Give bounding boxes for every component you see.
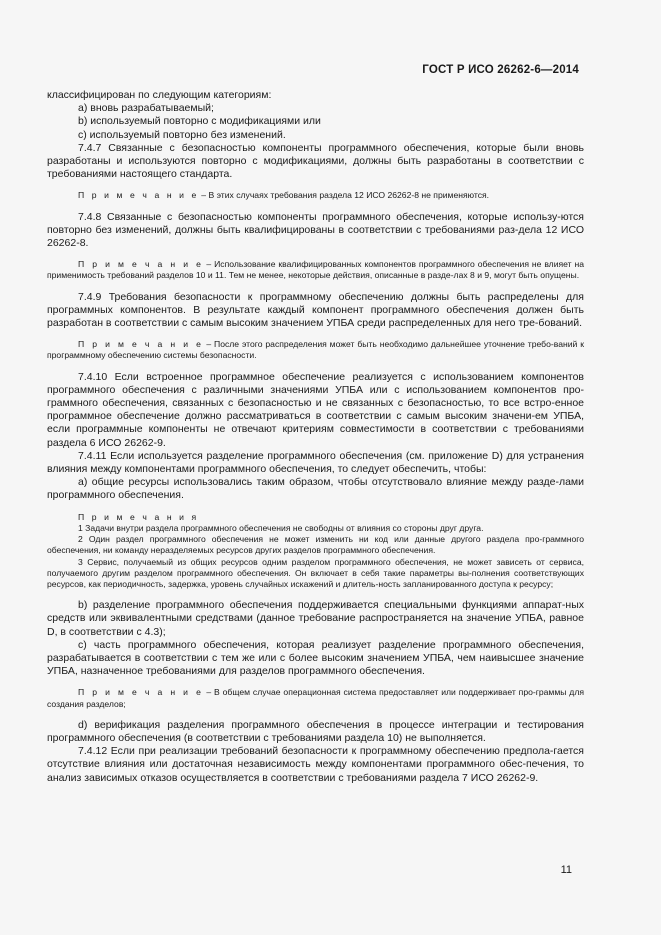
document-body — [47, 89, 584, 785]
clause-7-4-7: 7.4.7 Связанные с безопасностью компоненты программного обеспечения, которые были вновь разработаны и используются повторно с модификациями, должны быть разработаны в соответствии с требованиями настоящего стандарта. — [47, 141, 584, 181]
note-label: П р и м е ч а н и е — [78, 259, 204, 270]
list-item-b: b) разделение программного обеспечения поддерживается специальными функциями аппарат-ных средств или эквивалентными средствами (данное требование распространяется на значение УПБА, равное D, в соответствии с 4.3); — [47, 599, 584, 638]
list-item-d: d) верификация разделения программного обеспечения в процессе интеграции и тестирования программного обеспечения (в соответствии с требованиями раздела 10) не выполняется. — [47, 718, 584, 744]
note-item-3: 3 Сервис, получаемый из общих ресурсов одним разделом программного обеспечения, не может зависеть от сервиса, получаемого другим разделом программного обеспечения. Он включает в себя такие параметры вы-полнения соответствующих ресурсов, как периодичность, задержка, уровень случайных искажений и длитель-ность запланированного доступа к ресурсу; — [47, 556, 584, 589]
note-1 — [47, 190, 584, 201]
clause-7-4-12: 7.4.12 Если при реализации требований безопасности к программному обеспечению предпола-гается отсутствие влияния или достаточная независимость между компонентами программного обес-печения, то анализ зависимых отказов осуществляется в соответствии с требованиями раздела 7 ИСО 26262-9. — [47, 745, 584, 784]
clause-7-4-11: 7.4.11 Если используется разделение программного обеспечения (см. приложение D) для устранения влияния между компонентами программного обеспечения, то следует обеспечить, чтобы: — [47, 449, 584, 476]
notes-label: П р и м е ч а н и я — [78, 511, 199, 522]
note-text: – В этих случаях требования раздела 12 ИСО 26262-8 не применяются. — [198, 190, 490, 201]
note-3 — [47, 339, 584, 361]
note-text: – В общем случае операционная система предоставляет или поддерживает про-граммы для создания разделов; — [47, 687, 584, 709]
note-text: – После этого распределения может быть необходимо дальнейшее уточнение требо-ваний к программному обеспечению системы безопасности. — [47, 339, 584, 361]
clause-7-4-9: 7.4.9 Требования безопасности к программному обеспечению должны быть распределены для программных компонентов. В результате каждый компонент программного обеспечения должен быть разработан в соответствии с самым высоким значением УПБА среди распределенных для него тре-бований. — [47, 290, 584, 330]
standard-header: ГОСТ Р ИСО 26262-6—2014 — [422, 64, 579, 76]
list-item-c: c) часть программного обеспечения, которая реализует разделение программного обеспечения, разрабатывается в соответствии с тем же или с более высоким значением УПБА, чем наивысшее значение УПБА, назначенное требованиями для разделов программного обеспечения. — [47, 638, 584, 678]
note-2 — [47, 259, 584, 281]
list-item-a: a) общие ресурсы использовались таким образом, чтобы отсутствовало влияние между разде-лами программного обеспечения. — [47, 476, 584, 502]
note-label: П р и м е ч а н и е — [78, 190, 199, 201]
note-item-1: 1 Задачи внутри раздела программного обеспечения не свободны от влияния со стороны друг друга. — [78, 522, 484, 533]
list-item-c: c) используемый повторно без изменений. — [78, 128, 286, 141]
note-label: П р и м е ч а н и е — [78, 687, 204, 698]
clause-7-4-10: 7.4.10 Если встроенное программное обеспечение реализуется с использованием компонентов программного обеспечения с различными значениями УПБА или с использованием компонентов про-граммного обеспечения, связанных с безопасностью и не связанных с безопасностью, то все встро-енное программное обеспечение должно рассматриваться в соответствии с самым высоким значени-ем УПБА, если программные компоненты не отвечают критериям совместимости в соответствии с требованиями раздела 6 ИСО 26262-9. — [47, 370, 584, 449]
paragraph-intro: классифицирован по следующим категориям: — [47, 89, 272, 101]
list-item-a: a) вновь разрабатываемый; — [78, 102, 214, 115]
note-text: – Использование квалифицированных компонентов программного обеспечения не влияет на применимость требований разделов 10 и 11. Тем не менее, некоторые действия, описанные в разде-лах 8 и 9, могут быть опущены. — [47, 259, 585, 281]
note-label: П р и м е ч а н и е — [78, 339, 204, 350]
note-item-2: 2 Один раздел программного обеспечения не может изменить ни код или данные другого раздела про-граммного обеспечения, ни команду неразделяемых ресурсов других разделов программного обеспечения. — [47, 534, 584, 556]
note-5 — [47, 687, 584, 709]
page-number: 11 — [560, 864, 572, 876]
clause-7-4-8: 7.4.8 Связанные с безопасностью компоненты программного обеспечения, которые использу-ются повторно без изменений, должны быть квалифицированы в соответствии с требованиями раз-дела 12 ИСО 26262-8. — [47, 210, 584, 250]
notes-heading — [47, 512, 584, 523]
list-item-b: b) используемый повторно с модификациями или — [78, 115, 321, 128]
